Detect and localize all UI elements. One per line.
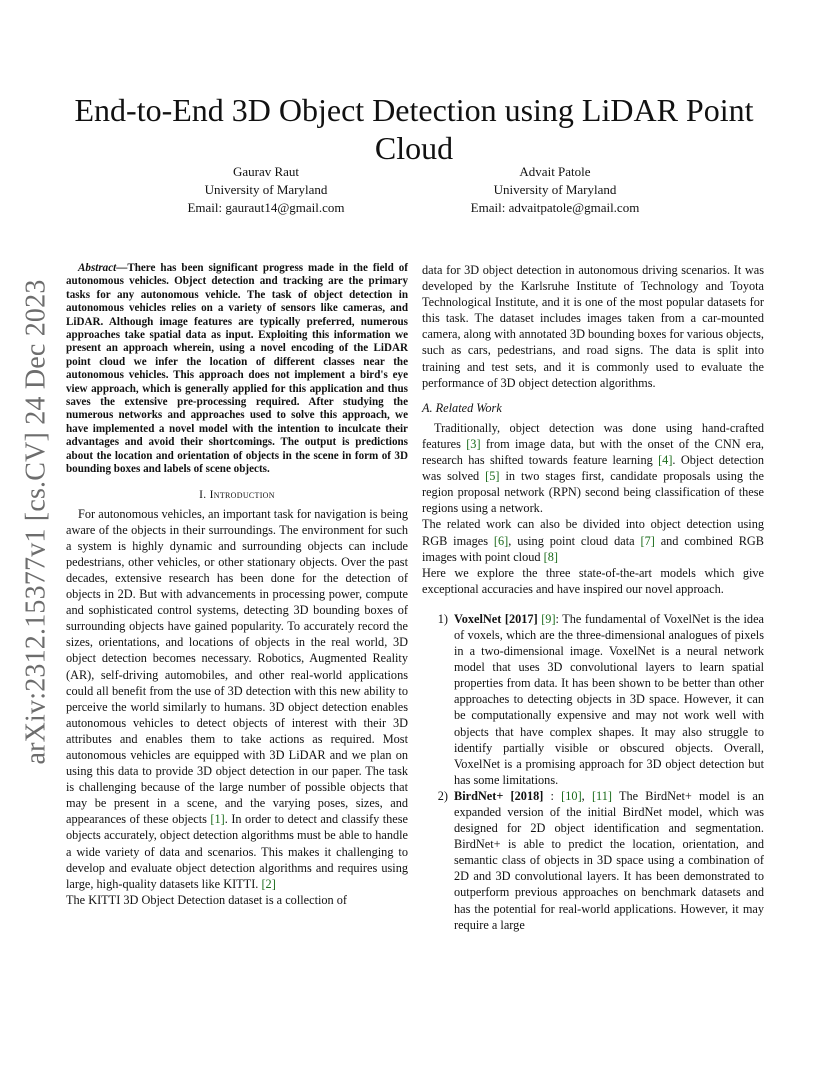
list-item — [422, 611, 764, 788]
author-block-1 — [136, 163, 396, 217]
author-name: Gaurav Raut — [232, 164, 300, 179]
related-text: from image data, but with the onset of the CNN era, research has shifted towards feature learning — [422, 436, 764, 468]
model-name: VoxelNet [2017] — [454, 611, 538, 626]
intro-paragraph — [66, 506, 408, 892]
abstract-text: —There has been significant progress made in the field of autonomous vehicles. Object detection and tracking are the primary tasks for any autonomous vehicle. The task of object detection in autonomous vehicles relies on a variety of sensors like cameras, and LiDAR. Although image features are typically preferred, numerous approaches take spatial data as input. Exploiting this information we present an approach wherein, using a novel encoding of the LiDAR point cloud we infer the location of different classes near the autonomous vehicles. This approach does not implement a bird's eye view approach, which is generally applied for this application and thus saves the extensive pre-processing required. After studying the numerous networks and approaches used to solve this approach, we have implemented a novel model with the intention to inculcate their advantages and avoid their shortcomings. The output is predictions about the location and orientation of objects in the scene in form of 3D bounding boxes and labels of scene objects. — [66, 262, 408, 476]
citation-link[interactable]: [11] — [591, 788, 612, 803]
list-item-text — [454, 611, 764, 788]
citation-link[interactable]: [10] — [561, 788, 582, 803]
section-heading-introduction: I. Introduction — [199, 488, 275, 501]
list-item — [422, 788, 764, 933]
author-name: Advait Patole — [519, 164, 591, 179]
abstract — [66, 262, 408, 477]
list-number: 1) — [437, 611, 448, 626]
author-email: Email: gauraut14@gmail.com — [187, 200, 345, 215]
kitti-paragraph-continued: data for 3D object detection in autonomous driving scenarios. It was developed by the Karlsruhe Institute of Technology and Toyota Technological Institute, and it is one of the most popular datasets for this task. The dataset includes images taken from a car-mounted camera, along with annotated 3D bounding boxes for various objects, such as cars, pedestrians, and road signs. The data is split into training and test sets, and it is commonly used to evaluate the performance of 3D object detection algorithms. — [422, 263, 764, 390]
related-paragraph-2 — [422, 516, 764, 564]
model-name: BirdNet+ [2018] — [454, 788, 544, 803]
author-block-2 — [425, 163, 685, 217]
kitti-paragraph-start: The KITTI 3D Object Detection dataset is a collection of — [66, 892, 348, 907]
related-text: Traditionally, object detection was done using hand-crafted features — [422, 420, 764, 451]
model-list — [422, 611, 764, 933]
citation-link[interactable]: [6] — [493, 533, 509, 548]
citation-link[interactable]: [7] — [640, 533, 655, 548]
intro-text: For autonomous vehicles, an important task for navigation is being aware of the objects in their surroundings. The environment for such a system is highly dynamic and surrounding objects can include pedestrians, other vehicles, or other stationary objects. Over the past decades, extensive research has been done for the detection of objects in 2D. But with advancements in processing power, compute and sophisticated control systems, detecting 3D bounding boxes of surrounding objects have gained popularity. To accurately record the sizes, orientations, and locations of objects in the real world, 3D object detection becomes necessary. Robotics, Augmented Reality (AR), self-driving automobiles, and other real-world applications could all benefit from the use of 3D detection with this new ability to perceive the world similarly to humans. 3D object detection enables autonomous vehicles to detect objects of interest with their 3D attributes and enables them to take actions as required. Most autonomous vehicles are equipped with 3D LiDAR and we plan on using this data to provide 3D object detection in our paper. The task is challenging because of the large number of possible objects that may be present in a scene, and the varying poses, sizes, and appearances of these objects — [66, 506, 408, 827]
right-column — [422, 262, 764, 933]
arxiv-identifier-stamp — [16, 279, 58, 765]
citation-link[interactable]: [4] — [658, 453, 673, 468]
citation-link[interactable]: [3] — [466, 436, 481, 451]
citation-link[interactable]: [1] — [210, 812, 225, 827]
citation-link[interactable]: [2] — [261, 876, 276, 891]
paper-title: End-to-End 3D Object Detection using LiDAR Point Cloud — [74, 92, 754, 167]
abstract-label: Abstract — [78, 262, 117, 274]
related-paragraph-3: Here we explore the three state-of-the-art models which give exceptional accuracies and have inspired our novel approach. — [422, 565, 764, 596]
author-affiliation: University of Maryland — [204, 182, 328, 197]
list-item-text — [454, 788, 764, 933]
related-text: The related work can also be divided into object detection using RGB images — [422, 517, 764, 548]
related-text: . Object detection was solved — [422, 453, 764, 484]
citation-link[interactable]: [9] — [541, 611, 556, 626]
citation-link[interactable]: [5] — [485, 469, 500, 484]
left-column — [66, 262, 408, 908]
related-text: in two stages first, candidate proposals using the region proposal network (RPN) second being classification of these regions using a network. — [422, 469, 764, 516]
separator: , — [581, 788, 592, 803]
citation-link[interactable]: [8] — [543, 549, 558, 564]
related-paragraph — [422, 420, 764, 517]
author-email: Email: advaitpatole@gmail.com — [470, 200, 640, 215]
model-description: The BirdNet+ model is an expanded version of the initial BirdNet model, which was designed for 2D object identification and segmentation. BirdNet+ is able to predict the location, orientation, and semantic class of objects in 3D space using a combination of 2D and 3D convolutional layers. It has been demonstrated to outperform previous approaches on benchmark datasets and has the potential for real-world applications. However, it may require a large — [454, 788, 764, 932]
list-number: 2) — [437, 788, 448, 803]
separator: : — [543, 788, 562, 803]
model-description: : The fundamental of VoxelNet is the idea of voxels, which are the three-dimensional analogues of pixels in a two-dimensional image. VoxelNet is a neural network model that uses 3D convolutional layers to learn spatial properties from data. It has been shown to be better than other approaches to detecting objects in 3D space. However, it can be computationally expensive and may not work well with objects that have complex shapes. It may also struggle to identify partially visible or obscured objects. Overall, VoxelNet is a promising approach for 3D object detection but has some limitations. — [454, 611, 764, 787]
related-text: , using point cloud data — [508, 533, 641, 548]
intro-text: . In order to detect and classify these objects accurately, object detection algorithms must be able to handle a wide variety of data and scenarios. This makes it challenging to develop and evaluate object detection algorithms and requires using large, high-quality datasets like KITTI. — [66, 812, 408, 891]
author-affiliation: University of Maryland — [493, 182, 617, 197]
subsection-heading-related-work: A. Related Work — [422, 400, 502, 415]
related-text: and combined RGB images with point cloud — [422, 533, 764, 564]
arxiv-id-text: arXiv:2312.15377v1 [cs.CV] 24 Dec 2023 — [21, 279, 53, 765]
